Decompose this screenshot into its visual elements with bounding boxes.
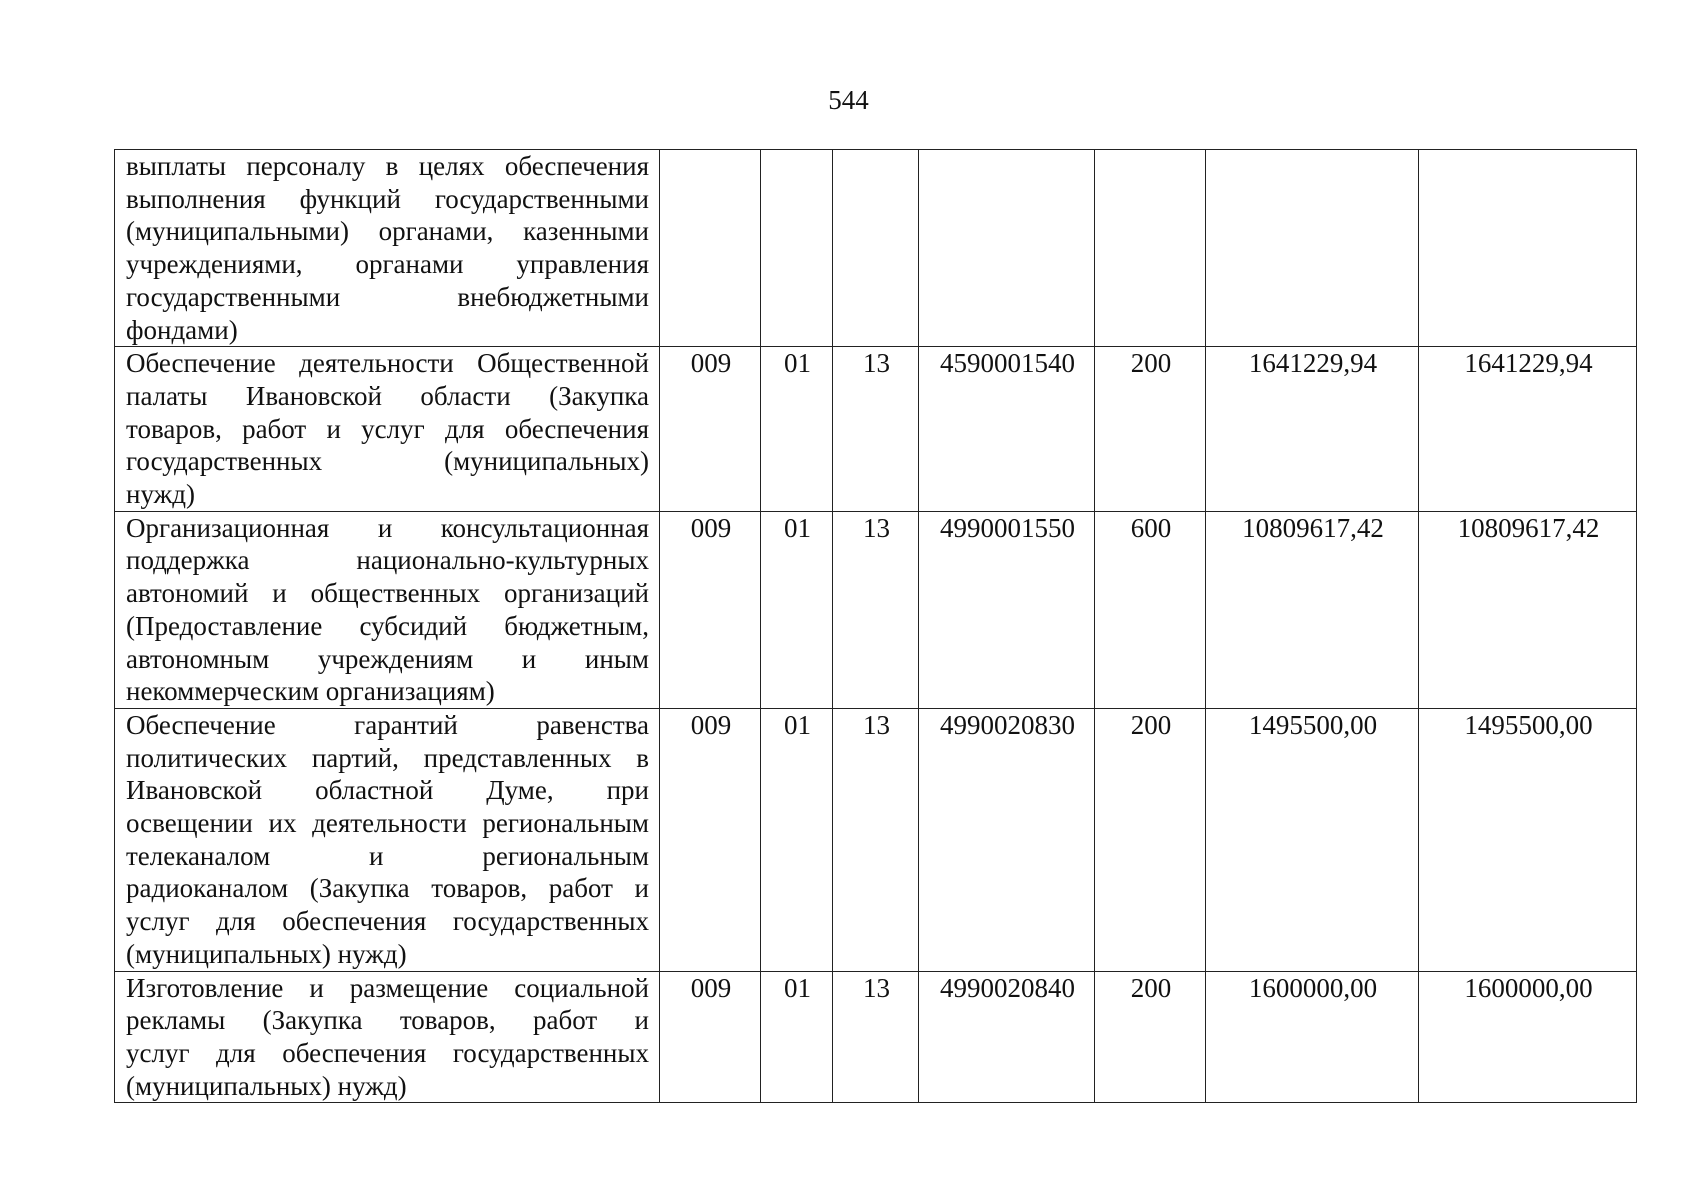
- description-line: Обеспечение гарантий равенства: [126, 709, 649, 740]
- target-article-code: 4990020830: [919, 708, 1095, 971]
- description-line: (муниципальных) нужд): [126, 1070, 407, 1101]
- expense-type-code: 600: [1095, 511, 1206, 708]
- table-row: [115, 347, 1637, 512]
- section-code: [761, 150, 833, 347]
- description-line: услуг для обеспечения государственных: [126, 906, 649, 937]
- amount-1: 1600000,00: [1206, 971, 1419, 1103]
- amount-2: 1600000,00: [1419, 971, 1637, 1103]
- amount-1: 1641229,94: [1206, 347, 1419, 512]
- section-code: 01: [761, 708, 833, 971]
- expense-type-code: 200: [1095, 347, 1206, 512]
- description-line: выплаты персоналу в целях обеспечения: [126, 151, 649, 181]
- amount-2: [1419, 150, 1637, 347]
- table-row: [115, 511, 1637, 708]
- row-description: [115, 150, 660, 347]
- table-row: [115, 971, 1637, 1103]
- description-line: радиоканалом (Закупка товаров, работ и: [126, 873, 649, 904]
- page-number: 544: [828, 85, 869, 115]
- expense-type-code: [1095, 150, 1206, 347]
- description-line: нужд): [126, 479, 195, 510]
- grbs-code: 009: [660, 511, 761, 708]
- description-line: государственных (муниципальных): [126, 446, 649, 477]
- description-line: рекламы (Закупка товаров, работ и: [126, 1005, 649, 1036]
- expense-type-code: 200: [1095, 708, 1206, 971]
- description-line: товаров, работ и услуг для обеспечения: [126, 413, 649, 444]
- target-article-code: 4590001540: [919, 347, 1095, 512]
- subsection-code: 13: [833, 708, 919, 971]
- subsection-code: 13: [833, 511, 919, 708]
- grbs-code: 009: [660, 347, 761, 512]
- section-code: 01: [761, 971, 833, 1103]
- description-line: Организационная и консультационная: [126, 512, 649, 543]
- budget-table: [114, 149, 1637, 1103]
- subsection-code: [833, 150, 919, 347]
- description-line: выполнения функций государственными: [126, 183, 649, 214]
- description-line: Обеспечение деятельности Общественной: [126, 348, 649, 379]
- table-body: [115, 150, 1637, 1103]
- row-description: [115, 708, 660, 971]
- expense-type-code: 200: [1095, 971, 1206, 1103]
- section-code: 01: [761, 347, 833, 512]
- subsection-code: 13: [833, 347, 919, 512]
- description-line: телеканалом и региональным: [126, 840, 649, 871]
- description-line: политических партий, представленных в: [126, 742, 649, 773]
- description-line: (муниципальных) нужд): [126, 938, 407, 969]
- description-line: учреждениями, органами управления: [126, 249, 649, 280]
- description-line: Изготовление и размещение социальной: [126, 972, 649, 1003]
- description-line: автономий и общественных организаций: [126, 578, 649, 609]
- description-line: освещении их деятельности региональным: [126, 808, 649, 839]
- description-line: фондами): [126, 314, 238, 345]
- target-article-code: 4990001550: [919, 511, 1095, 708]
- grbs-code: 009: [660, 971, 761, 1103]
- row-description: [115, 971, 660, 1103]
- grbs-code: 009: [660, 708, 761, 971]
- target-article-code: 4990020840: [919, 971, 1095, 1103]
- amount-2: 1495500,00: [1419, 708, 1637, 971]
- amount-1: [1206, 150, 1419, 347]
- description-line: поддержка национально-культурных: [126, 545, 649, 576]
- amount-2: 10809617,42: [1419, 511, 1637, 708]
- row-description: [115, 511, 660, 708]
- description-line: услуг для обеспечения государственных: [126, 1037, 649, 1068]
- table-row: [115, 708, 1637, 971]
- description-line: Ивановской областной Думе, при: [126, 775, 649, 806]
- description-line: автономным учреждениям и иным: [126, 643, 649, 674]
- description-line: (муниципальными) органами, казенными: [126, 216, 649, 247]
- amount-1: 1495500,00: [1206, 708, 1419, 971]
- description-line: палаты Ивановской области (Закупка: [126, 380, 649, 411]
- subsection-code: 13: [833, 971, 919, 1103]
- target-article-code: [919, 150, 1095, 347]
- amount-2: 1641229,94: [1419, 347, 1637, 512]
- description-line: некоммерческим организациям): [126, 676, 495, 707]
- description-line: (Предоставление субсидий бюджетным,: [126, 610, 649, 641]
- table-row: [115, 150, 1637, 347]
- amount-1: 10809617,42: [1206, 511, 1419, 708]
- description-line: государственными внебюджетными: [126, 281, 649, 312]
- grbs-code: [660, 150, 761, 347]
- row-description: [115, 347, 660, 512]
- section-code: 01: [761, 511, 833, 708]
